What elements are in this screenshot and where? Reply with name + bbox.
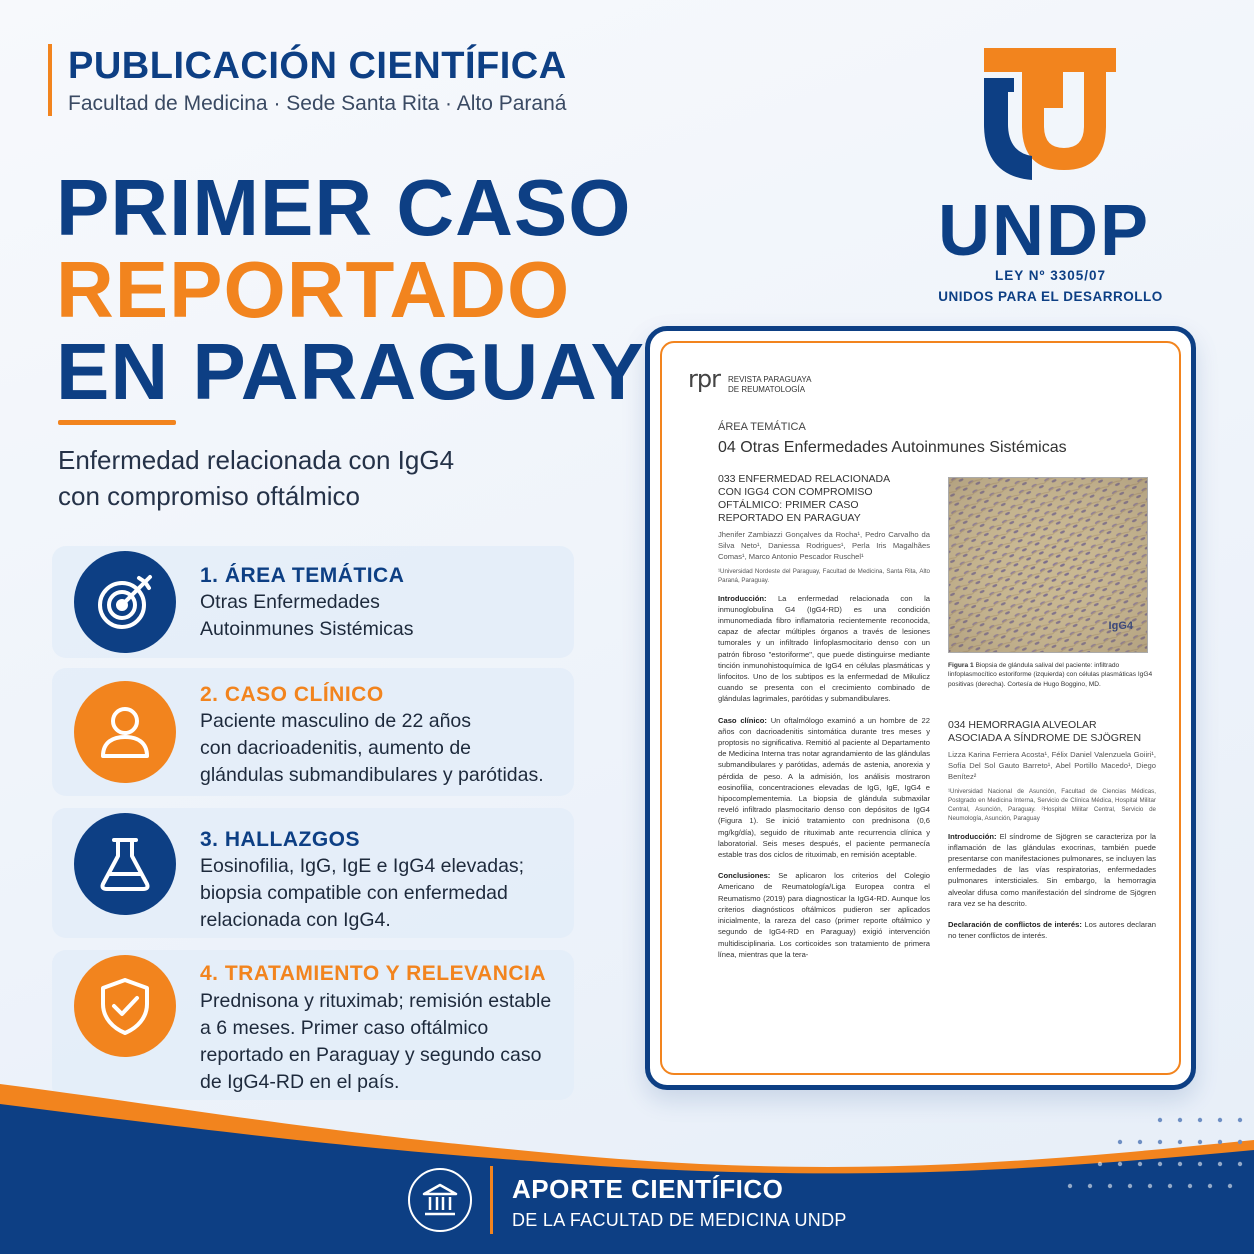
card-title: 4. TRATAMIENTO Y RELEVANCIA bbox=[200, 962, 547, 985]
article-affiliation: ¹Universidad Nacional de Asunción, Facultad de Ciencias Médicas, Postgrado en Medicina Interna, Servicio de Clínica Médica, Hospital Militar Central, Asunción, Paraguay. ²Hospital Militar Central, Servicio de Neumología, Asunción, Paraguay bbox=[948, 787, 1156, 822]
case-label: Caso clínico: bbox=[718, 715, 767, 725]
target-icon bbox=[74, 551, 176, 653]
footer-subtitle: DE LA FACULTAD DE MEDICINA UNDP bbox=[512, 1210, 847, 1230]
article-title-line: OFTÁLMICO: PRIMER CASO bbox=[718, 499, 859, 511]
card-caso-clinico bbox=[52, 668, 574, 796]
intro-label: Introducción: bbox=[948, 831, 997, 841]
figure-caption bbox=[948, 661, 1156, 689]
undp-law: LEY Nº 3305/07 bbox=[995, 268, 1106, 283]
card-body bbox=[200, 589, 580, 643]
card-body-line: con dacrioadenitis, aumento de bbox=[200, 737, 472, 759]
document-preview bbox=[645, 326, 1196, 1090]
journal-name-line: DE REUMATOLOGÍA bbox=[728, 385, 806, 394]
card-body-line: Eosinofilia, IgG, IgE e IgG4 elevadas; bbox=[200, 855, 525, 877]
intro-text: El síndrome de Sjögren se caracteriza por la inflamación de las glándulas exocrinas, también puede presentarse con manifestaciones pulmonares, se incluyen las enfermedades de las vías respiratorias, enfermedades pulmonares intersticiales. Sin embargo, la hemorragia alveolar difusa como manifestación del síndrome de Sjögren rara vez se ha descrito. bbox=[948, 831, 1156, 908]
card-area-tematica bbox=[52, 546, 574, 658]
biopsy-figure-image bbox=[948, 477, 1148, 653]
card-body-line: Autoinmunes Sistémicas bbox=[200, 618, 414, 640]
article-affiliation: ¹Universidad Nordeste del Paraguay, Facultad de Medicina, Santa Rita, Alto Paraná, Paraguay. bbox=[718, 567, 930, 584]
person-icon bbox=[74, 681, 176, 783]
conflict-text: Los autores declaran no tener conflictos de interés. bbox=[948, 920, 1156, 941]
card-body-line: relacionada con IgG4. bbox=[200, 909, 391, 931]
subtitle-line-1: Enfermedad relacionada con IgG4 bbox=[58, 445, 455, 475]
conclusions-label: Conclusiones: bbox=[718, 871, 771, 881]
article-intro bbox=[948, 831, 1156, 909]
card-title: 3. HALLAZGOS bbox=[200, 828, 361, 851]
article-title-line: ASOCIADA A SÍNDROME DE SJÖGREN bbox=[948, 732, 1142, 744]
card-body bbox=[200, 708, 580, 789]
journal-mark: rpr bbox=[688, 365, 720, 393]
card-body-line: de IgG4-RD en el país. bbox=[200, 1071, 400, 1093]
card-body-line: Paciente masculino de 22 años bbox=[200, 710, 472, 732]
card-body-line: a 6 meses. Primer caso oftálmico bbox=[200, 1017, 489, 1039]
publication-title: PUBLICACIÓN CIENTÍFICA bbox=[68, 45, 567, 87]
journal-name-line: REVISTA PARAGUAYA bbox=[728, 375, 812, 384]
journal-name bbox=[728, 375, 811, 395]
headline bbox=[56, 163, 645, 416]
headline-line-3: EN PARAGUAY bbox=[56, 327, 645, 416]
article-title-line: 034 HEMORRAGIA ALVEOLAR bbox=[948, 719, 1097, 731]
article-034 bbox=[948, 719, 1156, 951]
flask-icon bbox=[74, 813, 176, 915]
article-conclusions bbox=[718, 870, 930, 960]
card-title: 1. ÁREA TEMÁTICA bbox=[200, 564, 405, 587]
shield-check-icon bbox=[74, 955, 176, 1057]
headline-line-2: REPORTADO bbox=[56, 245, 571, 334]
article-authors: Lizza Karina Ferriera Acosta¹, Félix Daniel Valenzuela Goiiri¹, Sofía Del Sol Gauto Barreto¹, Abel Portillo Macedo¹, Diego Benítez² bbox=[948, 750, 1156, 782]
headline-subtitle bbox=[58, 442, 454, 514]
publication-header bbox=[48, 44, 567, 116]
card-body bbox=[200, 853, 580, 934]
publication-subtitle: Facultad de Medicina · Sede Santa Rita · Alto Paraná bbox=[68, 92, 567, 115]
area-label: ÁREA TEMÁTICA bbox=[718, 421, 806, 433]
article-title-line: CON IGG4 CON COMPROMISO bbox=[718, 486, 873, 498]
document-page bbox=[660, 341, 1181, 1075]
undp-logo-mark bbox=[938, 44, 1163, 184]
article-authors: Jhenifer Zambiazzi Gonçalves da Rocha¹, Pedro Carvalho da Silva Neto¹, Daniessa Rodrigues¹, Perla Iris Magalhães Comas¹, Marco Antonio Pescador Ruschel¹ bbox=[718, 530, 930, 562]
subtitle-line-2: con compromiso oftálmico bbox=[58, 481, 360, 511]
undp-motto: UNIDOS PARA EL DESARROLLO bbox=[938, 289, 1163, 304]
article-title bbox=[718, 473, 930, 525]
article-033 bbox=[718, 473, 930, 970]
institution-icon bbox=[408, 1168, 472, 1232]
card-title: 2. CASO CLÍNICO bbox=[200, 683, 384, 706]
card-body-line: biopsia compatible con enfermedad bbox=[200, 882, 508, 904]
figure-stain-label: IgG4 bbox=[1108, 620, 1133, 632]
conclusions-text: Se aplicaron los criterios del Colegio Americano de Reumatología/Liga Europea contra el Reumatismo (2019) para diagnosticar la IgG4-RD. Aunque los criterios diagnósticos oftálmicos pudieron ser aplicados inicialmente, la rareza del caso (primer reporte oftálmico y segundo de IgG4-RD en Paraguay) exigió intervención multidisciplinaria. Los corticoides son tratamiento de primera línea, mientras que la tera- bbox=[718, 871, 930, 959]
card-body-line: Prednisona y rituximab; remisión estable bbox=[200, 990, 552, 1012]
card-hallazgos bbox=[52, 808, 574, 938]
article-case bbox=[718, 715, 930, 861]
conflict-label: Declaración de conflictos de interés: bbox=[948, 920, 1082, 930]
article-title bbox=[948, 719, 1156, 745]
footer bbox=[0, 1140, 1254, 1254]
case-text: Un oftalmólogo examinó a un hombre de 22 años con dacrioadenitis sintomática durante tres meses y proptosis no significativa. Remitió al paciente al Departamento de Medicina Interna tras notar agrandamiento de las glándulas submandibulares y parótidas, además de astenia, anorexia y pérdida de peso. A la admisión, los análisis mostraron eosinofilia, concentraciones elevadas de IgG, IgE, IgG4 e hipocomplementemia. La biopsia de glándula submaxilar reveló infiltrado plasmocitario denso con depósitos de IgG4 (Figura 1). Se inició tratamiento con prednisona (0,6 mg/kg/día), seguido de rituximab ante recurrencia clínica y laboratorial. Seis meses después, el paciente permanecía estable tras dos ciclos de rituximab, en remisión aceptable. bbox=[718, 715, 930, 860]
intro-text: La enfermedad relacionada con la inmunoglobulina G4 (IgG4-RD) es una condición inmunomediada fibro inflamatoria recientemente reconocida, capaz de afectar múltiples órganos a través de lesiones tumorales y un infiltrado linfoplasmocitario denso con un patrón fibroso "estoriforme", que puede distinguirse mediante tinción inmunohistoquímica de IgG4 en células plasmáticas y linfocitos. Uno de los subtipos es la enfermedad de Mikulicz cuando se presenta con el crecimiento combinado de glándulas lagrimales, parótidas y submandibulares. bbox=[718, 593, 930, 704]
footer-divider bbox=[490, 1166, 493, 1234]
intro-label: Introducción: bbox=[718, 593, 767, 603]
figure-caption-label: Figura 1 bbox=[948, 662, 974, 669]
article-conflicts bbox=[948, 919, 1156, 941]
card-body-line: glándulas submandibulares y parótidas. bbox=[200, 764, 544, 786]
article-intro bbox=[718, 593, 930, 705]
headline-line-1: PRIMER CASO bbox=[56, 163, 632, 252]
card-body-line: Otras Enfermedades bbox=[200, 591, 380, 613]
article-title-line: REPORTADO EN PARAGUAY bbox=[718, 512, 861, 524]
figure-caption-text: Biopsia de glándula salival del paciente: infiltrado linfoplasmocítico estoriforme (izquierda) con células plasmáticas IgG4 positivas (derecha). Cortesía de Hugo Boggino, MD. bbox=[948, 662, 1153, 688]
card-body-line: reportado en Paraguay y segundo caso bbox=[200, 1044, 542, 1066]
area-title: 04 Otras Enfermedades Autoinmunes Sistémicas bbox=[718, 439, 1067, 456]
article-title-line: 033 ENFERMEDAD RELACIONADA bbox=[718, 473, 891, 485]
footer-title: APORTE CIENTÍFICO bbox=[512, 1174, 784, 1204]
headline-divider bbox=[58, 420, 176, 425]
undp-logo-word: UNDP bbox=[938, 191, 1151, 271]
